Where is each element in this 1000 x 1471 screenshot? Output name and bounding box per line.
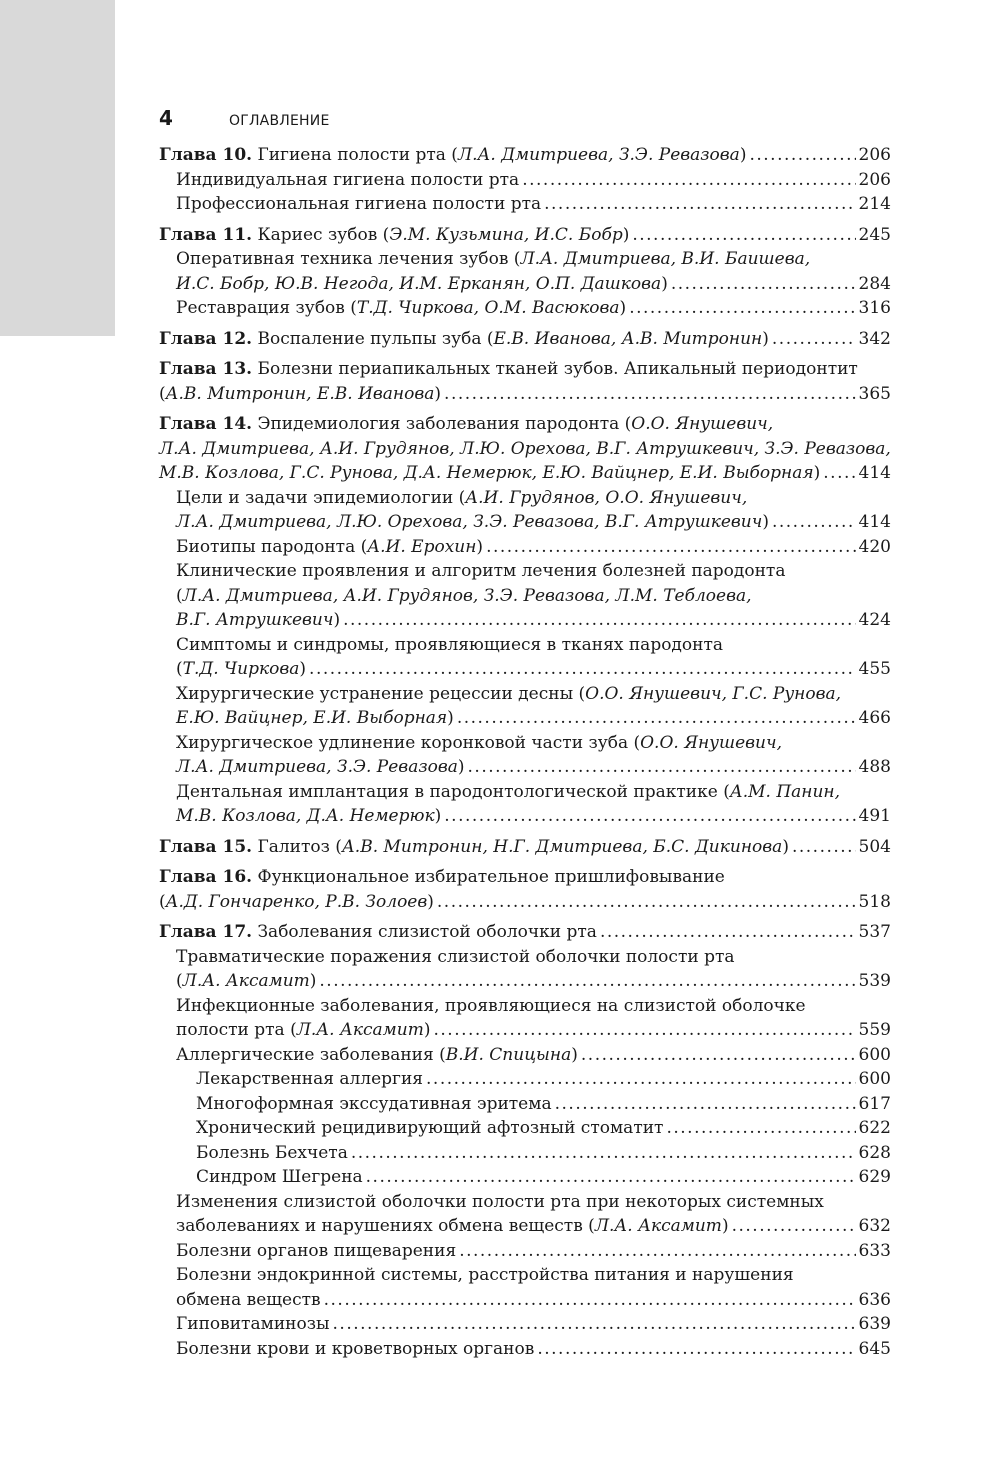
toc-line bbox=[159, 143, 891, 168]
toc-chapter-entry bbox=[159, 357, 891, 406]
entry-title-tail: ) bbox=[619, 298, 627, 318]
dot-leader bbox=[444, 804, 855, 829]
entry-title: Гигиена полости рта ( bbox=[252, 145, 458, 165]
toc-line bbox=[159, 1239, 891, 1264]
toc-line bbox=[159, 357, 891, 382]
toc-line-text bbox=[159, 223, 629, 248]
toc-section-entry bbox=[159, 1165, 891, 1190]
entry-title: Воспаление пульпы зуба ( bbox=[252, 328, 494, 349]
toc-section-entry bbox=[159, 247, 891, 296]
dot-leader bbox=[366, 1165, 856, 1190]
entry-authors: И.С. Бобр, Ю.В. Негода, И.М. Ерканян, О.П. Дашкова bbox=[176, 273, 662, 294]
entry-title-tail: ) bbox=[299, 659, 307, 679]
toc-line bbox=[159, 804, 891, 829]
toc-chapter-entry bbox=[159, 865, 891, 914]
toc-line-text bbox=[176, 1312, 330, 1337]
entry-page-number: 491 bbox=[858, 806, 891, 826]
entry-title: Многоформная экссудативная эритема bbox=[196, 1093, 552, 1114]
entry-authors: Е.В. Иванова, А.В. Митронин bbox=[493, 328, 763, 349]
entry-page-number: 206 bbox=[858, 145, 891, 165]
toc-line bbox=[159, 682, 891, 707]
dot-leader bbox=[437, 890, 856, 915]
entry-title-tail: ) bbox=[447, 708, 454, 728]
toc-line bbox=[159, 535, 891, 560]
entry-title: Профессиональная гигиена полости рта bbox=[176, 194, 542, 214]
entry-authors: Т.Д. Чиркова bbox=[182, 659, 300, 679]
toc-line bbox=[159, 890, 891, 915]
entry-title: Лекарственная аллергия bbox=[196, 1069, 424, 1089]
toc-line bbox=[159, 1116, 891, 1141]
entry-page-number: 559 bbox=[858, 1020, 891, 1040]
entry-page-number: 414 bbox=[858, 512, 891, 532]
entry-title: Кариес зубов ( bbox=[252, 224, 390, 245]
toc-line bbox=[159, 865, 891, 890]
chapter-number: Глава 13. bbox=[159, 359, 253, 379]
toc-chapter-entry bbox=[159, 412, 891, 486]
entry-page-number: 518 bbox=[858, 891, 891, 912]
toc-line bbox=[159, 1312, 891, 1337]
toc-line-text bbox=[159, 920, 597, 945]
entry-title-cont: ( bbox=[176, 585, 183, 606]
entry-authors: О.О. Янушевич, bbox=[631, 414, 774, 434]
entry-page-number: 504 bbox=[858, 836, 891, 857]
entry-title-tail: ) bbox=[622, 224, 630, 245]
toc-line-text bbox=[176, 1239, 456, 1264]
dot-leader bbox=[555, 1092, 856, 1117]
toc-section-entry bbox=[159, 633, 891, 682]
toc-line-text bbox=[196, 1141, 348, 1166]
entry-authors: Л.А. Дмитриева, З.Э. Ревазова bbox=[176, 757, 458, 777]
toc-line bbox=[159, 731, 891, 756]
dot-leader bbox=[629, 296, 855, 321]
toc-line bbox=[159, 382, 891, 407]
entry-authors: Л.А. Аксамит bbox=[182, 971, 310, 991]
dot-leader bbox=[537, 1337, 855, 1362]
toc-line bbox=[159, 1067, 891, 1092]
toc-line bbox=[159, 969, 891, 994]
entry-title-tail: ) bbox=[423, 1020, 431, 1040]
entry-title-tail: ) bbox=[457, 757, 465, 777]
toc-line-text bbox=[196, 1165, 363, 1190]
entry-page-number: 365 bbox=[858, 383, 891, 404]
dot-leader bbox=[444, 382, 856, 407]
entry-authors: О.О. Янушевич, Г.С. Рунова, bbox=[585, 683, 842, 704]
toc-section-entry bbox=[159, 731, 891, 780]
running-head bbox=[159, 106, 330, 130]
toc-line bbox=[159, 994, 891, 1019]
entry-page-number: 488 bbox=[858, 757, 891, 777]
entry-title-tail: ) bbox=[739, 145, 747, 165]
entry-title: Биотипы пародонта ( bbox=[176, 536, 368, 557]
entry-title: Болезни эндокринной системы, расстройства питания и нарушения bbox=[176, 1265, 794, 1285]
entry-page-number: 632 bbox=[858, 1216, 891, 1236]
entry-title-cont: заболеваниях и нарушениях обмена веществ ( bbox=[176, 1216, 595, 1236]
toc-line-text bbox=[176, 535, 483, 560]
toc-section-entry bbox=[159, 1141, 891, 1166]
entry-authors: М.В. Козлова, Д.А. Немерюк bbox=[176, 806, 435, 826]
toc-line bbox=[159, 1214, 891, 1239]
toc-line bbox=[159, 461, 891, 486]
toc-line bbox=[159, 192, 891, 217]
toc-line-text bbox=[176, 168, 519, 193]
toc-section-entry bbox=[159, 192, 891, 217]
chapter-number: Глава 12. bbox=[159, 328, 253, 349]
toc-line bbox=[159, 412, 891, 437]
toc-section-entry bbox=[159, 1239, 891, 1264]
entry-page-number: 628 bbox=[858, 1142, 891, 1163]
page-number: 4 bbox=[159, 106, 173, 130]
entry-title: Оперативная техника лечения зубов ( bbox=[176, 249, 521, 269]
entry-authors: Л.А. Дмитриева, А.И. Грудянов, Л.Ю. Орехова, В.Г. Атрушкевич, З.Э. Ревазова, bbox=[159, 438, 891, 459]
dot-leader bbox=[319, 969, 855, 994]
toc-line-text bbox=[176, 755, 465, 780]
toc-line-text bbox=[159, 382, 441, 407]
entry-title-tail: ) bbox=[762, 512, 769, 532]
toc-chapter-entry bbox=[159, 143, 891, 168]
toc-section-entry bbox=[159, 994, 891, 1043]
dot-leader bbox=[581, 1043, 856, 1068]
toc-line bbox=[159, 437, 891, 462]
entry-title: Цели и задачи эпидемиологии ( bbox=[176, 487, 466, 508]
dot-leader bbox=[792, 835, 856, 860]
dot-leader bbox=[544, 192, 855, 217]
toc-line bbox=[159, 706, 891, 731]
entry-authors: Л.А. Дмитриева, А.И. Грудянов, З.Э. Ревазова, Л.М. Теблоева, bbox=[182, 585, 752, 606]
toc-line-text bbox=[176, 1288, 321, 1313]
entry-authors: Л.А. Аксамит bbox=[594, 1216, 722, 1236]
entry-authors: А.В. Митронин, Н.Г. Дмитриева, Б.С. Дикинова bbox=[341, 836, 783, 857]
entry-title: Заболевания слизистой оболочки рта bbox=[252, 922, 597, 942]
entry-page-number: 420 bbox=[858, 536, 891, 557]
toc-line-text bbox=[176, 1043, 578, 1068]
entry-title: Гиповитаминозы bbox=[176, 1314, 330, 1334]
toc-line bbox=[159, 1263, 891, 1288]
entry-page-number: 537 bbox=[858, 922, 891, 942]
toc-line bbox=[159, 168, 891, 193]
dot-leader bbox=[457, 706, 856, 731]
entry-authors: Л.А. Дмитриева, Л.Ю. Орехова, З.Э. Ревазова, В.Г. Атрушкевич bbox=[176, 512, 763, 532]
toc-line bbox=[159, 608, 891, 633]
entry-title-cont: ( bbox=[176, 971, 183, 991]
entry-title-cont: обмена веществ bbox=[176, 1289, 321, 1310]
entry-title: Болезни крови и кроветворных органов bbox=[176, 1338, 535, 1359]
entry-title-tail: ) bbox=[813, 463, 821, 483]
entry-title-tail: ) bbox=[434, 383, 442, 404]
entry-page-number: 342 bbox=[858, 328, 891, 349]
chapter-number: Глава 10. bbox=[159, 145, 253, 165]
toc-line bbox=[159, 1190, 891, 1215]
toc-section-entry bbox=[159, 1263, 891, 1312]
toc-section-entry bbox=[159, 1312, 891, 1337]
toc-line bbox=[159, 223, 891, 248]
entry-title-tail: ) bbox=[661, 273, 668, 294]
entry-title: Реставрация зубов ( bbox=[176, 298, 357, 318]
chapter-number: Глава 15. bbox=[159, 836, 253, 857]
toc-line bbox=[159, 633, 891, 658]
toc-line bbox=[159, 1165, 891, 1190]
margin-gray-strip bbox=[0, 0, 115, 336]
entry-title: Симптомы и синдромы, проявляющиеся в тканях пародонта bbox=[176, 634, 724, 655]
dot-leader bbox=[772, 510, 856, 535]
toc-section-entry bbox=[159, 1067, 891, 1092]
entry-title-tail: ) bbox=[309, 971, 317, 991]
toc-line bbox=[159, 1043, 891, 1068]
dot-leader bbox=[333, 1312, 856, 1337]
toc-line bbox=[159, 584, 891, 609]
toc-line-text bbox=[159, 461, 820, 486]
entry-title-tail: ) bbox=[571, 1044, 578, 1065]
toc-section-entry bbox=[159, 535, 891, 560]
toc-line bbox=[159, 1092, 891, 1117]
entry-page-number: 636 bbox=[858, 1289, 891, 1310]
toc-line bbox=[159, 1337, 891, 1362]
entry-title-tail: ) bbox=[476, 536, 484, 557]
entry-authors: Л.А. Дмитриева, З.Э. Ревазова bbox=[457, 145, 740, 165]
toc-section-entry bbox=[159, 486, 891, 535]
toc-line bbox=[159, 327, 891, 352]
entry-title: Функциональное избирательное пришлифовывание bbox=[252, 867, 725, 887]
entry-title-tail: ) bbox=[762, 328, 769, 349]
entry-title: Болезни периапикальных тканей зубов. Апикальный периодонтит bbox=[252, 359, 858, 379]
entry-page-number: 424 bbox=[858, 610, 891, 630]
entry-authors: Л.А. Дмитриева, В.И. Баишева, bbox=[520, 249, 811, 269]
toc-line-text bbox=[176, 192, 541, 217]
entry-page-number: 633 bbox=[858, 1240, 891, 1261]
toc-section-entry bbox=[159, 945, 891, 994]
entry-page-number: 245 bbox=[858, 224, 891, 245]
toc-line-text bbox=[159, 835, 789, 860]
toc-line bbox=[159, 780, 891, 805]
toc-line-text bbox=[176, 969, 316, 994]
entry-authors: Т.Д. Чиркова, О.М. Васюкова bbox=[356, 298, 620, 318]
toc-section-entry bbox=[159, 1043, 891, 1068]
toc-line bbox=[159, 657, 891, 682]
toc-line-text bbox=[176, 608, 340, 633]
toc-section-entry bbox=[159, 1190, 891, 1239]
entry-title-tail: ) bbox=[782, 836, 789, 857]
dot-leader bbox=[343, 608, 855, 633]
entry-page-number: 629 bbox=[858, 1167, 891, 1187]
table-of-contents bbox=[159, 143, 891, 1361]
chapter-number: Глава 14. bbox=[159, 414, 253, 434]
dot-leader bbox=[351, 1141, 856, 1166]
entry-page-number: 316 bbox=[858, 298, 891, 318]
entry-title-tail: ) bbox=[333, 610, 341, 630]
toc-line-text bbox=[176, 804, 441, 829]
entry-authors: Е.Ю. Вайцнер, Е.И. Выборная bbox=[176, 708, 448, 728]
entry-title: Хирургические устранение рецессии десны ( bbox=[176, 683, 586, 704]
toc-line bbox=[159, 1018, 891, 1043]
toc-line-text bbox=[176, 1337, 534, 1362]
toc-chapter-entry bbox=[159, 835, 891, 860]
entry-title-tail: ) bbox=[427, 891, 434, 912]
dot-leader bbox=[486, 535, 855, 560]
dot-leader bbox=[459, 1239, 855, 1264]
entry-page-number: 466 bbox=[858, 708, 891, 728]
entry-title-cont: полости рта ( bbox=[176, 1020, 297, 1040]
toc-line bbox=[159, 296, 891, 321]
entry-page-number: 617 bbox=[858, 1093, 891, 1114]
toc-line-text bbox=[196, 1116, 663, 1141]
entry-authors: А.Д. Гончаренко, Р.В. Золоев bbox=[165, 891, 428, 912]
entry-title: Хронический рецидивирующий афтозный стоматит bbox=[196, 1118, 664, 1138]
entry-title: Галитоз ( bbox=[252, 836, 342, 857]
dot-leader bbox=[772, 327, 856, 352]
toc-chapter-entry bbox=[159, 223, 891, 248]
entry-authors: М.В. Козлова, Г.С. Рунова, Д.А. Немерюк, Е.Ю. Вайцнер, Е.И. Выборная bbox=[159, 463, 814, 483]
toc-line bbox=[159, 510, 891, 535]
toc-line bbox=[159, 272, 891, 297]
entry-title: Эпидемиология заболевания пародонта ( bbox=[252, 414, 632, 434]
entry-authors: В.И. Спицына bbox=[445, 1044, 572, 1065]
entry-title: Синдром Шегрена bbox=[196, 1167, 363, 1187]
entry-title: Индивидуальная гигиена полости рта bbox=[176, 169, 520, 190]
toc-line bbox=[159, 945, 891, 970]
toc-section-entry bbox=[159, 1337, 891, 1362]
toc-line-text bbox=[176, 510, 769, 535]
toc-line-text bbox=[176, 1018, 430, 1043]
entry-title: Клинические проявления и алгоритм лечения болезней пародонта bbox=[176, 561, 786, 581]
toc-line bbox=[159, 920, 891, 945]
entry-page-number: 206 bbox=[858, 169, 891, 190]
dot-leader bbox=[600, 920, 856, 945]
entry-authors: А.М. Панин, bbox=[729, 781, 841, 802]
toc-line bbox=[159, 486, 891, 511]
chapter-number: Глава 11. bbox=[159, 224, 253, 245]
toc-line-text bbox=[196, 1067, 423, 1092]
entry-page-number: 600 bbox=[858, 1069, 891, 1089]
dot-leader bbox=[632, 223, 855, 248]
toc-line-text bbox=[176, 706, 454, 731]
dot-leader bbox=[671, 272, 856, 297]
dot-leader bbox=[324, 1288, 856, 1313]
toc-line-text bbox=[176, 272, 668, 297]
entry-title-cont: ( bbox=[176, 659, 183, 679]
entry-page-number: 414 bbox=[858, 463, 891, 483]
dot-leader bbox=[749, 143, 855, 168]
dot-leader bbox=[732, 1214, 856, 1239]
toc-section-entry bbox=[159, 1116, 891, 1141]
entry-page-number: 645 bbox=[858, 1338, 891, 1359]
entry-page-number: 284 bbox=[858, 273, 891, 294]
chapter-number: Глава 16. bbox=[159, 867, 253, 887]
dot-leader bbox=[522, 168, 855, 193]
dot-leader bbox=[433, 1018, 855, 1043]
entry-page-number: 455 bbox=[858, 659, 891, 679]
toc-line-text bbox=[159, 890, 434, 915]
toc-line bbox=[159, 1288, 891, 1313]
entry-page-number: 600 bbox=[858, 1044, 891, 1065]
entry-title: Хирургическое удлинение коронковой части зуба ( bbox=[176, 732, 641, 753]
entry-authors: Э.М. Кузьмина, И.С. Бобр bbox=[389, 224, 623, 245]
dot-leader bbox=[426, 1067, 856, 1092]
toc-line-text bbox=[196, 1092, 552, 1117]
dot-leader bbox=[468, 755, 856, 780]
entry-title: Болезни органов пищеварения bbox=[176, 1240, 457, 1261]
toc-line bbox=[159, 1141, 891, 1166]
entry-authors: В.Г. Атрушкевич bbox=[176, 610, 334, 630]
toc-line-text bbox=[176, 1214, 729, 1239]
toc-line-text bbox=[176, 657, 306, 682]
chapter-number: Глава 17. bbox=[159, 922, 253, 942]
entry-authors: А.В. Митронин, Е.В. Иванова bbox=[165, 383, 435, 404]
entry-title: Изменения слизистой оболочки полости рта при некоторых системных bbox=[176, 1191, 824, 1212]
entry-authors: Л.А. Аксамит bbox=[296, 1020, 424, 1040]
toc-line-text bbox=[159, 143, 746, 168]
toc-section-entry bbox=[159, 559, 891, 633]
entry-title: Инфекционные заболевания, проявляющиеся на слизистой оболочке bbox=[176, 995, 806, 1016]
entry-title: Травматические поражения слизистой оболочки полости рта bbox=[176, 946, 735, 967]
entry-page-number: 639 bbox=[858, 1314, 891, 1334]
entry-title: Аллергические заболевания ( bbox=[176, 1044, 446, 1065]
entry-title: Болезнь Бехчета bbox=[196, 1142, 348, 1163]
entry-page-number: 539 bbox=[858, 971, 891, 991]
entry-page-number: 622 bbox=[858, 1118, 891, 1138]
toc-line bbox=[159, 559, 891, 584]
toc-section-entry bbox=[159, 682, 891, 731]
entry-authors: А.И. Ерохин bbox=[367, 536, 477, 557]
dot-leader bbox=[309, 657, 856, 682]
dot-leader bbox=[823, 461, 855, 486]
entry-title-tail: ) bbox=[721, 1216, 729, 1236]
running-head-title: ОГЛАВЛЕНИЕ bbox=[229, 113, 330, 129]
entry-page-number: 214 bbox=[858, 194, 891, 214]
entry-title: Дентальная имплантация в пародонтологической практике ( bbox=[176, 781, 730, 802]
entry-title-cont: ( bbox=[159, 891, 166, 912]
toc-chapter-entry bbox=[159, 327, 891, 352]
entry-title-tail: ) bbox=[434, 806, 442, 826]
toc-section-entry bbox=[159, 168, 891, 193]
dot-leader bbox=[666, 1116, 855, 1141]
entry-authors: А.И. Грудянов, О.О. Янушевич, bbox=[465, 487, 748, 508]
toc-section-entry bbox=[159, 296, 891, 321]
toc-section-entry bbox=[159, 1092, 891, 1117]
entry-authors: О.О. Янушевич, bbox=[640, 732, 782, 753]
entry-title-cont: ( bbox=[159, 383, 166, 404]
toc-line-text bbox=[176, 296, 626, 321]
toc-section-entry bbox=[159, 780, 891, 829]
toc-line bbox=[159, 755, 891, 780]
toc-line-text bbox=[159, 327, 769, 352]
toc-line bbox=[159, 247, 891, 272]
toc-line bbox=[159, 835, 891, 860]
toc-chapter-entry bbox=[159, 920, 891, 945]
